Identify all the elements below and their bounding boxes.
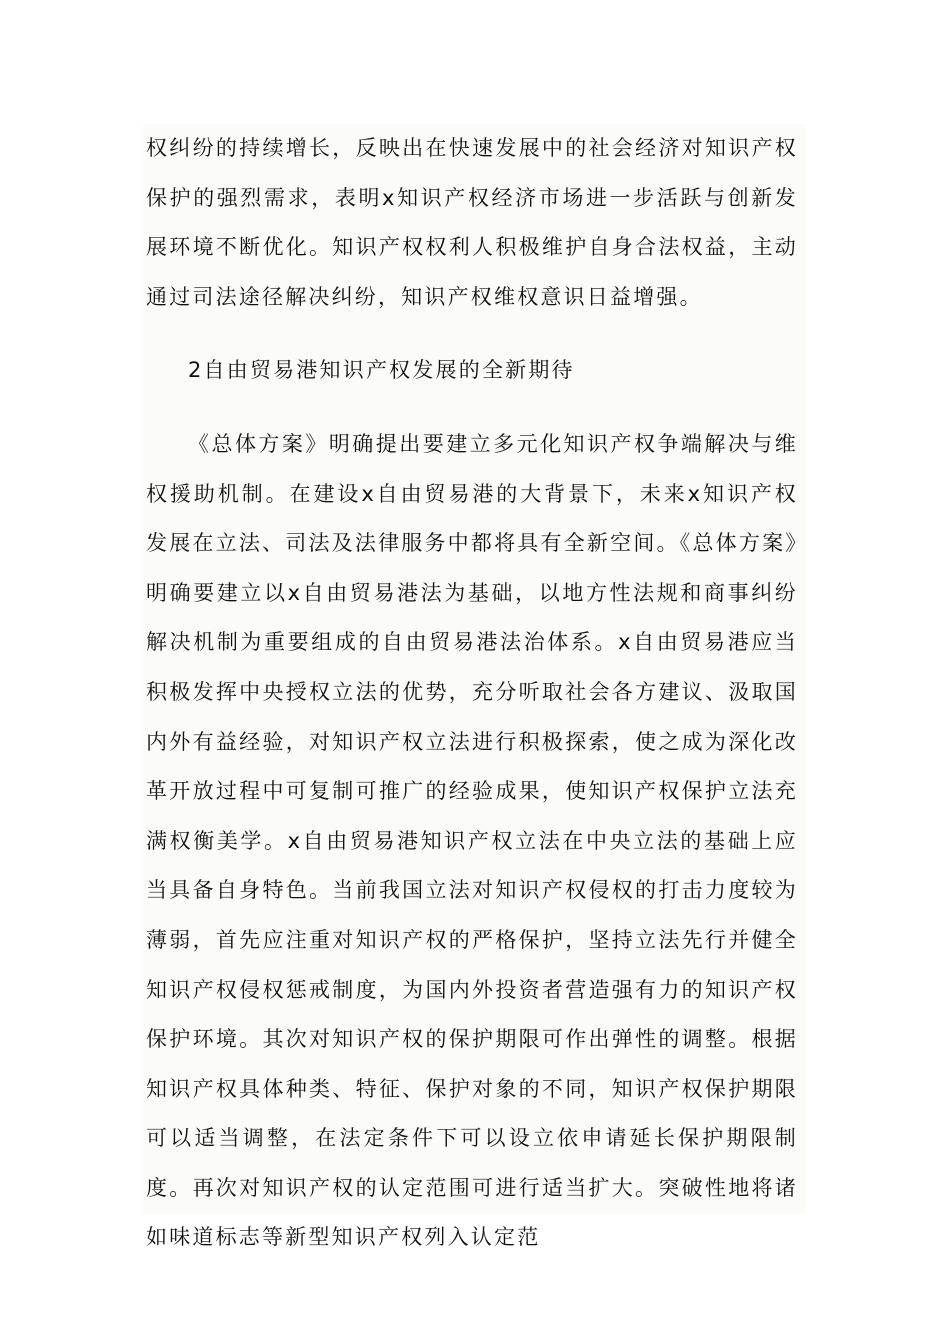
section-heading: 2自由贸易港知识产权发展的全新期待 xyxy=(188,358,575,383)
document-body xyxy=(146,124,798,1263)
paragraph-continuation: 权纠纷的持续增长，反映出在快速发展中的社会经济对知识产权保护的强烈需求，表明x知识产权经济市场进一步活跃与创新发展环境不断优化。知识产权权利人积极维护自身合法权益，主动通过司法途径解决纠纷，知识产权维权意识日益增强。 xyxy=(146,136,798,309)
paragraph-body: 《总体方案》明确提出要建立多元化知识产权争端解决与维权援助机制。在建设x自由贸易港的大背景下，未来x知识产权发展在立法、司法及法律服务中都将具有全新空间。《总体方案》明确要建立以x自由贸易港法为基础，以地方性法规和商事纠纷解决机制为重要组成的自由贸易港法治体系。x自由贸易港应当积极发挥中央授权立法的优势，充分听取社会各方建议、汲取国内外有益经验，对知识产权立法进行积极探索，使之成为深化改革开放过程中可复制可推广的经验成果，使知识产权保护立法充满权衡美学。x自由贸易港知识产权立法在中央立法的基础上应当具备自身特色。当前我国立法对知识产权侵权的打击力度较为薄弱，首先应注重对知识产权的严格保护，坚持立法先行并健全知识产权侵权惩戒制度，为国内外投资者营造强有力的知识产权保护环境。其次对知识产权的保护期限可作出弹性的调整。根据知识产权具体种类、特征、保护对象的不同，知识产权保护期限可以适当调整，在法定条件下可以设立依申请延长保护期限制度。再次对知识产权的认定范围可进行适当扩大。突破性地将诸如味道标志等新型知识产权列入认定范 xyxy=(146,431,798,1250)
